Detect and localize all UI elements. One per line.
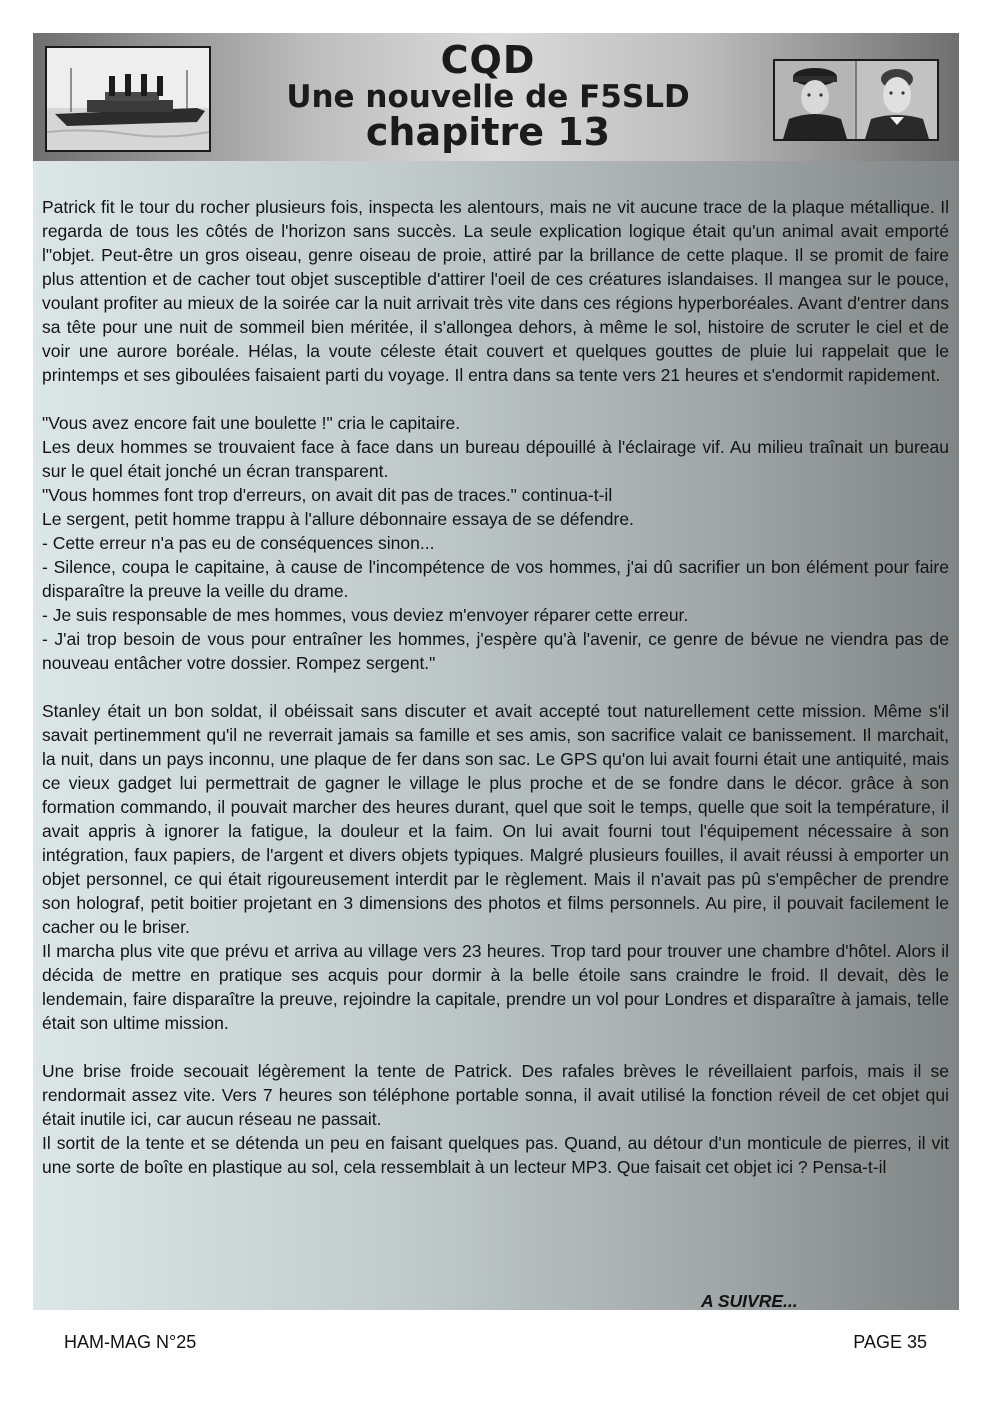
dialogue-line: Les deux hommes se trouvaient face à face dans un bureau dépouillé à l'éclairage vif. Au milieu traînait un bureau sur le quel était jonché un écran transparent.: [42, 437, 949, 481]
article-body: [33, 161, 959, 1310]
title-block: [223, 38, 753, 154]
portrait-photos: [773, 59, 939, 141]
paragraph-tent-morning: Une brise froide secouait légèrement la tente de Patrick. Des rafales brèves le réveillaient parfois, mais il se rendormait assez vite. Vers 7 heures son téléphone portable sonna, il avait utilisé la fonction réveil de cet objet qui était inutile ici, car aucun réseau ne passait.: [42, 1061, 949, 1129]
to-be-continued: A SUIVRE...: [701, 1291, 798, 1311]
ship-illustration: [47, 48, 209, 150]
dialogue-block: [42, 411, 949, 675]
paragraph-mp3-discovery: Il sortit de la tente et se détenda un peu en faisant quelques pas. Quand, au détour d'un monticule de pierres, il vit une sorte de boîte en plastique au sol, cela ressemblait à un lecteur MP3. Que faisait cet objet ici ? Pensa-t-il: [42, 1133, 949, 1177]
article-text: [42, 195, 949, 1179]
ship-photo: [45, 46, 211, 152]
dialogue-line: - Cette erreur n'a pas eu de conséquences sinon...: [42, 533, 435, 553]
story-title: CQD: [440, 38, 536, 82]
story-subtitle: Une nouvelle de F5SLD: [286, 79, 690, 115]
dialogue-line: - J'ai trop besoin de vous pour entraîner les hommes, j'espère qu'à l'avenir, ce genre de bévue ne viendra pas de nouveau entâcher votre dossier. Rompez sergent.": [42, 629, 949, 673]
dialogue-line: "Vous avez encore fait une boulette !" cria le capitaire.: [42, 413, 461, 433]
chapter-title: chapitre 13: [365, 110, 611, 154]
paragraph-village: Il marcha plus vite que prévu et arriva au village vers 23 heures. Trop tard pour trouver une chambre d'hôtel. Alors il décida de mettre en pratique ses acquis pour dormir à la belle étoile sans craindre le froid. Il devait, dès le lendemain, faire disparaître la preuve, rejoindre la capitale, prendre un vol pour Londres et disparaître à jamais, telle était son ultime mission.: [42, 941, 949, 1033]
paragraph-stanley: Stanley était un bon soldat, il obéissait sans discuter et avait accepté tout naturellement cette mission. Même s'il savait pertinemment qu'il ne reverrait jamais sa famille et ses amis, son sacrifice valait ce banissement. Il marchait, la nuit, dans un pays inconnu, une plaque de fer dans son sac. Le GPS qu'on lui avait fourni était une antiquité, mais ce vieux gadget lui permettrait de gagner le village le plus proche et de se fondre dans le décor. grâce à son formation commando, il pouvait marcher des heures durant, quel que soit le temps, quelle que soit la température, il avait appris à ignorer la fatigue, la douleur et la faim. On lui avait fourni tout l'équipement nécessaire à son intégration, faux papiers, de l'argent et divers objets typiques. Malgré plusieurs fouilles, il avait réussi à emporter un objet personnel, ce qui était rigoureusement interdit par le règlement. Mais il n'avait pas pû s'empêcher de prendre son holograf, petit boitier projetant en 3 dimensions des photos et films personnels. Au pire, il pouvait facilement le cacher ou le briser.: [42, 701, 949, 937]
page-number: PAGE 35: [853, 1332, 927, 1352]
article-header: [33, 33, 959, 161]
magazine-issue: HAM-MAG N°25: [64, 1332, 197, 1352]
portrait-officer: [775, 61, 855, 139]
dialogue-line: - Silence, coupa le capitaine, à cause de l'incompétence de vos hommes, j'ai dû sacrifier un bon élément pour faire disparaître la preuve la veille du drame.: [42, 557, 949, 601]
dialogue-line: "Vous hommes font trop d'erreurs, on avait dit pas de traces." continua-t-il: [42, 485, 613, 505]
dialogue-line: - Je suis responsable de mes hommes, vous deviez m'envoyer réparer cette erreur.: [42, 605, 689, 625]
dialogue-line: Le sergent, petit homme trappu à l'allure débonnaire essaya de se défendre.: [42, 509, 634, 529]
paragraph-patrick-rock: Patrick fit le tour du rocher plusieurs fois, inspecta les alentours, mais ne vit aucune trace de la plaque métallique. Il regarda de tous les côtés de l'horizon sans succès. La seule explication logique était qu'un animal avait emporté l"objet. Peut-être un gros oiseau, genre oiseau de proie, attiré par la brillance de cette plaque. Il se promit de faire plus attention et de cacher tout objet susceptible d'attirer l'oeil de ces créatures islandaises. Il mangea sur le pouce, voulant profiter au mieux de la soirée car la nuit arrivait très vite dans ces régions hyperboréales. Avant d'entrer dans sa tête pour une nuit de sommeil bien méritée, il s'allongea dehors, à même le sol, histoire de scruter le ciel et de voir une aurore boréale. Hélas, la voute céleste était couvert et quelques gouttes de pluie lui rappelait que le printemps et ses giboulées faisaient parti du voyage. Il entra dans sa tente vers 21 heures et s'endormit rapidement.: [42, 197, 949, 385]
portrait-young-man: [857, 61, 937, 139]
